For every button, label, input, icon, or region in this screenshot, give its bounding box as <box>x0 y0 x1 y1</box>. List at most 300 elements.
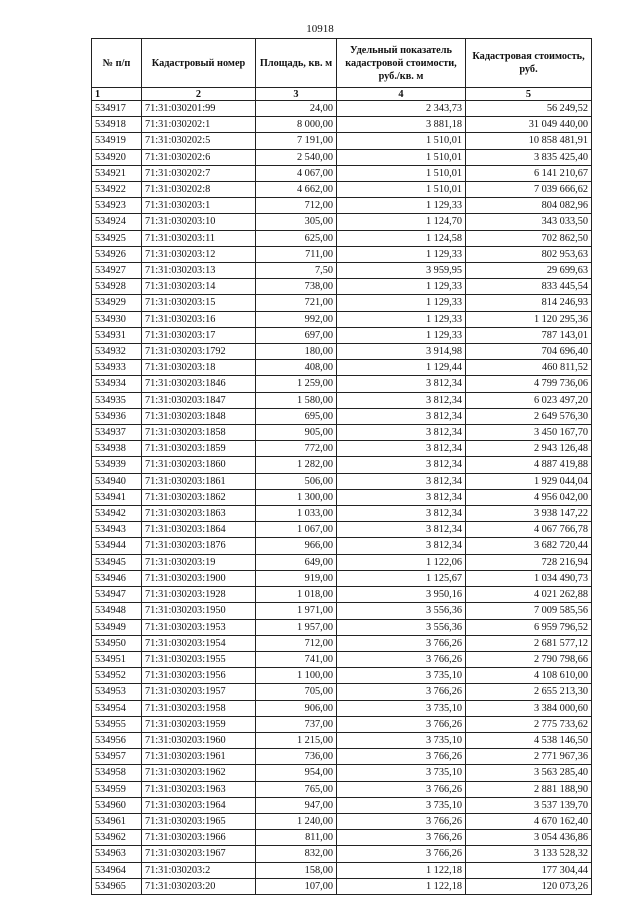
table-row <box>92 587 592 603</box>
cell-specific-value: 3 950,16 <box>337 587 466 603</box>
cell-specific-value: 3 766,26 <box>337 813 466 829</box>
table-row <box>92 327 592 343</box>
table-row <box>92 457 592 473</box>
cell-area: 1 971,00 <box>256 603 337 619</box>
table-body <box>92 101 592 895</box>
cell-area: 1 300,00 <box>256 489 337 505</box>
table-row <box>92 473 592 489</box>
cell-row-number: 534925 <box>92 230 142 246</box>
cell-row-number: 534928 <box>92 279 142 295</box>
cell-specific-value: 3 812,34 <box>337 489 466 505</box>
cell-cadastral-number: 71:31:030203:1861 <box>142 473 256 489</box>
table-row <box>92 878 592 894</box>
cell-area: 741,00 <box>256 651 337 667</box>
cell-area: 1 215,00 <box>256 732 337 748</box>
cell-cadastral-number: 71:31:030203:1959 <box>142 716 256 732</box>
cell-specific-value: 1 129,33 <box>337 295 466 311</box>
cell-area: 832,00 <box>256 846 337 862</box>
column-number: 5 <box>466 88 592 101</box>
cell-row-number: 534934 <box>92 376 142 392</box>
cell-cadastral-number: 71:31:030203:16 <box>142 311 256 327</box>
table-row <box>92 668 592 684</box>
cell-cadastral-value: 3 563 285,40 <box>466 765 592 781</box>
cell-row-number: 534947 <box>92 587 142 603</box>
cell-area: 1 067,00 <box>256 522 337 538</box>
cell-specific-value: 3 812,34 <box>337 408 466 424</box>
table-row <box>92 862 592 878</box>
cell-row-number: 534948 <box>92 603 142 619</box>
cell-area: 24,00 <box>256 101 337 117</box>
cell-cadastral-number: 71:31:030203:1955 <box>142 651 256 667</box>
cell-row-number: 534963 <box>92 846 142 862</box>
cell-row-number: 534920 <box>92 149 142 165</box>
cell-cadastral-number: 71:31:030203:14 <box>142 279 256 295</box>
cell-specific-value: 1 122,18 <box>337 862 466 878</box>
table-header-row <box>92 39 592 88</box>
cell-cadastral-value: 728 216,94 <box>466 554 592 570</box>
cell-cadastral-value: 4 670 162,40 <box>466 813 592 829</box>
cell-area: 736,00 <box>256 749 337 765</box>
cell-row-number: 534954 <box>92 700 142 716</box>
cell-cadastral-value: 702 862,50 <box>466 230 592 246</box>
cell-row-number: 534952 <box>92 668 142 684</box>
cell-area: 1 033,00 <box>256 506 337 522</box>
cell-area: 737,00 <box>256 716 337 732</box>
cell-cadastral-value: 56 249,52 <box>466 101 592 117</box>
cell-specific-value: 1 122,18 <box>337 878 466 894</box>
cell-specific-value: 1 129,33 <box>337 246 466 262</box>
cell-specific-value: 1 510,01 <box>337 165 466 181</box>
cell-cadastral-number: 71:31:030203:1847 <box>142 392 256 408</box>
table-row <box>92 149 592 165</box>
cell-specific-value: 1 122,06 <box>337 554 466 570</box>
cell-specific-value: 3 914,98 <box>337 344 466 360</box>
table-row <box>92 765 592 781</box>
cell-cadastral-value: 7 009 585,56 <box>466 603 592 619</box>
cell-area: 649,00 <box>256 554 337 570</box>
cell-cadastral-number: 71:31:030203:1860 <box>142 457 256 473</box>
table-row <box>92 392 592 408</box>
table-row <box>92 732 592 748</box>
table-row <box>92 408 592 424</box>
cell-specific-value: 3 812,34 <box>337 538 466 554</box>
cell-cadastral-value: 787 143,01 <box>466 327 592 343</box>
table-row <box>92 295 592 311</box>
table-row <box>92 781 592 797</box>
cell-area: 711,00 <box>256 246 337 262</box>
table-row <box>92 522 592 538</box>
cell-cadastral-value: 3 835 425,40 <box>466 149 592 165</box>
cell-cadastral-value: 1 034 490,73 <box>466 570 592 586</box>
cell-cadastral-number: 71:31:030203:1858 <box>142 425 256 441</box>
table-row <box>92 165 592 181</box>
table-row <box>92 651 592 667</box>
cell-specific-value: 3 766,26 <box>337 635 466 651</box>
cell-area: 506,00 <box>256 473 337 489</box>
cell-area: 7,50 <box>256 263 337 279</box>
cell-cadastral-value: 4 538 146,50 <box>466 732 592 748</box>
cell-cadastral-number: 71:31:030202:8 <box>142 182 256 198</box>
cell-specific-value: 3 812,34 <box>337 376 466 392</box>
cell-area: 107,00 <box>256 878 337 894</box>
cell-cadastral-number: 71:31:030203:18 <box>142 360 256 376</box>
cell-specific-value: 3 766,26 <box>337 684 466 700</box>
table-row <box>92 603 592 619</box>
cell-cadastral-number: 71:31:030203:1967 <box>142 846 256 862</box>
cell-row-number: 534917 <box>92 101 142 117</box>
cell-row-number: 534955 <box>92 716 142 732</box>
table-row <box>92 797 592 813</box>
cell-area: 1 100,00 <box>256 668 337 684</box>
cell-specific-value: 1 129,33 <box>337 311 466 327</box>
cell-row-number: 534951 <box>92 651 142 667</box>
cell-cadastral-number: 71:31:030203:1 <box>142 198 256 214</box>
table-row <box>92 101 592 117</box>
cell-specific-value: 3 766,26 <box>337 716 466 732</box>
cell-cadastral-value: 2 681 577,12 <box>466 635 592 651</box>
header-cadastral-number: Кадастровый номер <box>142 39 256 88</box>
page-number: 10918 <box>306 23 334 35</box>
cell-row-number: 534942 <box>92 506 142 522</box>
cell-specific-value: 3 556,36 <box>337 619 466 635</box>
cell-area: 2 540,00 <box>256 149 337 165</box>
table-row <box>92 230 592 246</box>
cell-row-number: 534940 <box>92 473 142 489</box>
table-row <box>92 360 592 376</box>
cell-cadastral-number: 71:31:030203:1862 <box>142 489 256 505</box>
cell-cadastral-value: 2 881 188,90 <box>466 781 592 797</box>
cell-area: 1 580,00 <box>256 392 337 408</box>
cell-specific-value: 3 812,34 <box>337 506 466 522</box>
cell-cadastral-value: 120 073,26 <box>466 878 592 894</box>
cell-row-number: 534938 <box>92 441 142 457</box>
cell-row-number: 534919 <box>92 133 142 149</box>
cell-area: 712,00 <box>256 198 337 214</box>
cell-row-number: 534929 <box>92 295 142 311</box>
cell-area: 305,00 <box>256 214 337 230</box>
cell-cadastral-number: 71:31:030203:20 <box>142 878 256 894</box>
cell-specific-value: 3 735,10 <box>337 732 466 748</box>
cell-cadastral-number: 71:31:030203:1964 <box>142 797 256 813</box>
cell-area: 712,00 <box>256 635 337 651</box>
cell-row-number: 534931 <box>92 327 142 343</box>
cell-specific-value: 3 812,34 <box>337 425 466 441</box>
cell-area: 906,00 <box>256 700 337 716</box>
cell-cadastral-value: 3 133 528,32 <box>466 846 592 862</box>
header-cadastral-value: Кадастровая стоимость, руб. <box>466 39 592 88</box>
cell-area: 992,00 <box>256 311 337 327</box>
cell-row-number: 534935 <box>92 392 142 408</box>
cell-specific-value: 1 124,70 <box>337 214 466 230</box>
cell-row-number: 534939 <box>92 457 142 473</box>
cell-cadastral-value: 3 938 147,22 <box>466 506 592 522</box>
cell-cadastral-value: 3 450 167,70 <box>466 425 592 441</box>
cell-cadastral-number: 71:31:030203:1957 <box>142 684 256 700</box>
table-row <box>92 635 592 651</box>
cell-cadastral-number: 71:31:030203:1961 <box>142 749 256 765</box>
cell-cadastral-value: 31 049 440,00 <box>466 117 592 133</box>
cell-cadastral-number: 71:31:030203:19 <box>142 554 256 570</box>
cell-row-number: 534944 <box>92 538 142 554</box>
cell-area: 4 067,00 <box>256 165 337 181</box>
cell-area: 765,00 <box>256 781 337 797</box>
cell-specific-value: 3 766,26 <box>337 749 466 765</box>
cell-area: 721,00 <box>256 295 337 311</box>
cell-cadastral-number: 71:31:030202:6 <box>142 149 256 165</box>
cell-cadastral-value: 802 953,63 <box>466 246 592 262</box>
cell-area: 919,00 <box>256 570 337 586</box>
cell-cadastral-value: 3 054 436,86 <box>466 830 592 846</box>
cell-area: 1 957,00 <box>256 619 337 635</box>
cell-specific-value: 3 812,34 <box>337 473 466 489</box>
cell-cadastral-value: 4 021 262,88 <box>466 587 592 603</box>
cell-cadastral-value: 804 082,96 <box>466 198 592 214</box>
cell-area: 947,00 <box>256 797 337 813</box>
cell-area: 180,00 <box>256 344 337 360</box>
cell-cadastral-value: 6 959 796,52 <box>466 619 592 635</box>
cell-cadastral-value: 2 775 733,62 <box>466 716 592 732</box>
table-row <box>92 813 592 829</box>
cell-cadastral-number: 71:31:030203:17 <box>142 327 256 343</box>
cell-specific-value: 1 129,33 <box>337 279 466 295</box>
cell-row-number: 534937 <box>92 425 142 441</box>
column-number-row <box>92 88 592 101</box>
cell-cadastral-number: 71:31:030203:1876 <box>142 538 256 554</box>
table-row <box>92 619 592 635</box>
cell-row-number: 534943 <box>92 522 142 538</box>
cell-cadastral-number: 71:31:030203:1962 <box>142 765 256 781</box>
cell-cadastral-number: 71:31:030202:1 <box>142 117 256 133</box>
cell-specific-value: 3 766,26 <box>337 781 466 797</box>
cell-cadastral-value: 2 655 213,30 <box>466 684 592 700</box>
cell-row-number: 534930 <box>92 311 142 327</box>
table-row <box>92 700 592 716</box>
cell-cadastral-value: 4 956 042,00 <box>466 489 592 505</box>
cell-cadastral-value: 10 858 481,91 <box>466 133 592 149</box>
cell-specific-value: 1 510,01 <box>337 182 466 198</box>
table-row <box>92 538 592 554</box>
cell-cadastral-number: 71:31:030202:5 <box>142 133 256 149</box>
cell-row-number: 534960 <box>92 797 142 813</box>
cell-cadastral-number: 71:31:030202:7 <box>142 165 256 181</box>
cell-area: 8 000,00 <box>256 117 337 133</box>
table-row <box>92 246 592 262</box>
table-row <box>92 117 592 133</box>
column-number: 3 <box>256 88 337 101</box>
cell-row-number: 534949 <box>92 619 142 635</box>
cell-area: 705,00 <box>256 684 337 700</box>
cell-specific-value: 3 812,34 <box>337 522 466 538</box>
cell-area: 738,00 <box>256 279 337 295</box>
cell-row-number: 534924 <box>92 214 142 230</box>
cell-specific-value: 2 343,73 <box>337 101 466 117</box>
cell-area: 1 018,00 <box>256 587 337 603</box>
table-row <box>92 684 592 700</box>
cell-specific-value: 3 735,10 <box>337 668 466 684</box>
cell-cadastral-number: 71:31:030203:1859 <box>142 441 256 457</box>
cell-row-number: 534956 <box>92 732 142 748</box>
cell-cadastral-number: 71:31:030203:1966 <box>142 830 256 846</box>
cell-row-number: 534941 <box>92 489 142 505</box>
cell-cadastral-value: 704 696,40 <box>466 344 592 360</box>
cell-specific-value: 3 735,10 <box>337 765 466 781</box>
table-row <box>92 749 592 765</box>
cell-cadastral-number: 71:31:030203:1963 <box>142 781 256 797</box>
cell-cadastral-value: 2 943 126,48 <box>466 441 592 457</box>
table-row <box>92 198 592 214</box>
cell-row-number: 534945 <box>92 554 142 570</box>
column-number: 1 <box>92 88 142 101</box>
cadastral-value-table <box>91 38 592 895</box>
cell-specific-value: 3 735,10 <box>337 700 466 716</box>
column-number: 2 <box>142 88 256 101</box>
cell-cadastral-number: 71:31:030203:1792 <box>142 344 256 360</box>
cell-cadastral-value: 29 699,63 <box>466 263 592 279</box>
table-row <box>92 554 592 570</box>
cell-area: 954,00 <box>256 765 337 781</box>
cell-cadastral-value: 2 771 967,36 <box>466 749 592 765</box>
cell-cadastral-value: 4 108 610,00 <box>466 668 592 684</box>
cell-cadastral-value: 7 039 666,62 <box>466 182 592 198</box>
cell-cadastral-number: 71:31:030203:2 <box>142 862 256 878</box>
cell-specific-value: 3 959,95 <box>337 263 466 279</box>
cell-cadastral-value: 814 246,93 <box>466 295 592 311</box>
cell-cadastral-value: 3 537 139,70 <box>466 797 592 813</box>
cell-row-number: 534957 <box>92 749 142 765</box>
cell-row-number: 534926 <box>92 246 142 262</box>
table-row <box>92 489 592 505</box>
cell-specific-value: 3 766,26 <box>337 846 466 862</box>
cell-row-number: 534936 <box>92 408 142 424</box>
cell-specific-value: 1 125,67 <box>337 570 466 586</box>
cell-row-number: 534933 <box>92 360 142 376</box>
cell-row-number: 534918 <box>92 117 142 133</box>
cell-row-number: 534962 <box>92 830 142 846</box>
table-row <box>92 182 592 198</box>
cell-row-number: 534927 <box>92 263 142 279</box>
cell-area: 7 191,00 <box>256 133 337 149</box>
cell-row-number: 534932 <box>92 344 142 360</box>
cell-specific-value: 3 812,34 <box>337 392 466 408</box>
cell-cadastral-value: 343 033,50 <box>466 214 592 230</box>
cell-cadastral-number: 71:31:030203:12 <box>142 246 256 262</box>
cell-area: 811,00 <box>256 830 337 846</box>
cell-cadastral-value: 1 120 295,36 <box>466 311 592 327</box>
cell-row-number: 534922 <box>92 182 142 198</box>
cell-specific-value: 3 735,10 <box>337 797 466 813</box>
cell-cadastral-number: 71:31:030203:1900 <box>142 570 256 586</box>
cell-specific-value: 1 129,44 <box>337 360 466 376</box>
header-area: Площадь, кв. м <box>256 39 337 88</box>
cell-specific-value: 1 510,01 <box>337 149 466 165</box>
cell-area: 697,00 <box>256 327 337 343</box>
cell-cadastral-number: 71:31:030203:1848 <box>142 408 256 424</box>
cell-row-number: 534921 <box>92 165 142 181</box>
cell-cadastral-value: 1 929 044,04 <box>466 473 592 489</box>
cell-cadastral-value: 6 141 210,67 <box>466 165 592 181</box>
cell-area: 1 259,00 <box>256 376 337 392</box>
cell-specific-value: 3 812,34 <box>337 457 466 473</box>
cell-specific-value: 3 766,26 <box>337 651 466 667</box>
cell-specific-value: 1 510,01 <box>337 133 466 149</box>
cell-area: 966,00 <box>256 538 337 554</box>
table-row <box>92 830 592 846</box>
cell-cadastral-number: 71:31:030203:1958 <box>142 700 256 716</box>
cell-cadastral-number: 71:31:030203:1950 <box>142 603 256 619</box>
table-row <box>92 344 592 360</box>
cell-cadastral-value: 460 811,52 <box>466 360 592 376</box>
table-row <box>92 846 592 862</box>
cell-cadastral-value: 6 023 497,20 <box>466 392 592 408</box>
cell-cadastral-number: 71:31:030203:1965 <box>142 813 256 829</box>
header-specific-value: Удельный показатель кадастровой стоимости, руб./кв. м <box>337 39 466 88</box>
table-row <box>92 506 592 522</box>
cell-specific-value: 3 812,34 <box>337 441 466 457</box>
table-row <box>92 279 592 295</box>
cell-cadastral-number: 71:31:030203:1846 <box>142 376 256 392</box>
cell-area: 1 240,00 <box>256 813 337 829</box>
cell-cadastral-number: 71:31:030203:1928 <box>142 587 256 603</box>
cell-cadastral-value: 4 887 419,88 <box>466 457 592 473</box>
cell-cadastral-number: 71:31:030203:11 <box>142 230 256 246</box>
cell-row-number: 534961 <box>92 813 142 829</box>
table-row <box>92 425 592 441</box>
cell-cadastral-number: 71:31:030203:13 <box>142 263 256 279</box>
cell-cadastral-value: 3 682 720,44 <box>466 538 592 554</box>
table-row <box>92 133 592 149</box>
table-row <box>92 311 592 327</box>
cell-row-number: 534950 <box>92 635 142 651</box>
cell-area: 772,00 <box>256 441 337 457</box>
cell-area: 4 662,00 <box>256 182 337 198</box>
table-row <box>92 214 592 230</box>
cell-cadastral-number: 71:31:030203:15 <box>142 295 256 311</box>
cell-cadastral-value: 4 067 766,78 <box>466 522 592 538</box>
cell-specific-value: 1 129,33 <box>337 327 466 343</box>
cell-cadastral-number: 71:31:030203:1956 <box>142 668 256 684</box>
cell-area: 905,00 <box>256 425 337 441</box>
cell-area: 1 282,00 <box>256 457 337 473</box>
cell-specific-value: 1 129,33 <box>337 198 466 214</box>
cell-row-number: 534965 <box>92 878 142 894</box>
cell-specific-value: 3 881,18 <box>337 117 466 133</box>
cell-cadastral-value: 2 649 576,30 <box>466 408 592 424</box>
cell-row-number: 534959 <box>92 781 142 797</box>
table-row <box>92 570 592 586</box>
cell-cadastral-value: 4 799 736,06 <box>466 376 592 392</box>
cell-cadastral-number: 71:31:030203:1863 <box>142 506 256 522</box>
table-row <box>92 716 592 732</box>
cell-specific-value: 3 766,26 <box>337 830 466 846</box>
cell-cadastral-number: 71:31:030203:1953 <box>142 619 256 635</box>
cell-cadastral-number: 71:31:030201:99 <box>142 101 256 117</box>
table-row <box>92 441 592 457</box>
cell-area: 695,00 <box>256 408 337 424</box>
cell-row-number: 534958 <box>92 765 142 781</box>
table-row <box>92 263 592 279</box>
cell-area: 625,00 <box>256 230 337 246</box>
cell-cadastral-value: 177 304,44 <box>466 862 592 878</box>
cell-cadastral-value: 833 445,54 <box>466 279 592 295</box>
header-row-number: № п/п <box>92 39 142 88</box>
cell-row-number: 534923 <box>92 198 142 214</box>
table-row <box>92 376 592 392</box>
cell-cadastral-number: 71:31:030203:1954 <box>142 635 256 651</box>
column-number: 4 <box>337 88 466 101</box>
cell-row-number: 534953 <box>92 684 142 700</box>
cell-specific-value: 1 124,58 <box>337 230 466 246</box>
cell-row-number: 534946 <box>92 570 142 586</box>
